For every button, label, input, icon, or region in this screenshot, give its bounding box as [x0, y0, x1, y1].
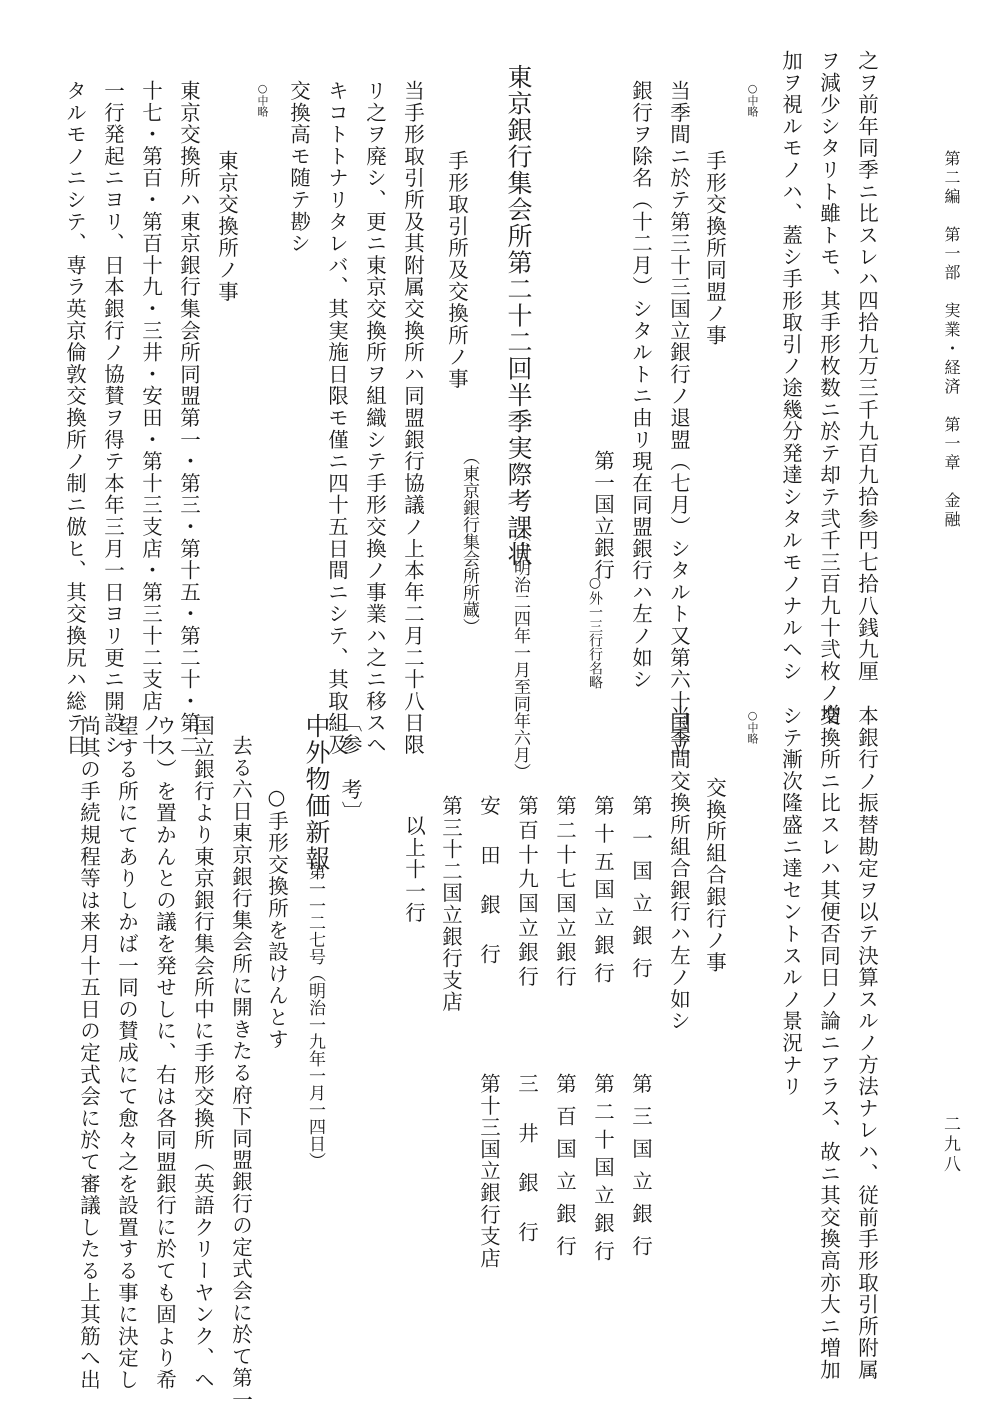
top-paragraph-2-line-1: 当季間ニ於テ第三十三国立銀行ノ退盟（七月）シタルト又第六十国立 [666, 80, 691, 756]
bottom-paragraph-1-line-3: シテ漸次隆盛ニ達セントスルノ景況ナリ [778, 705, 803, 1098]
bottom-paragraph-1-line-2: 交換所ニ比スレハ其便否同日ノ論ニアラス、故ニ其交換高亦大ニ増加 [816, 705, 841, 1381]
member-bank-upper-2: 第十五国立銀行 [590, 795, 615, 991]
top-paragraph-4-line-1: 東京交換所ハ東京銀行集会所同盟第一・第三・第十五・第二十・第二 [176, 80, 201, 756]
top-paragraph-4-line-3: 一行発起ニヨリ、日本銀行ノ協賛ヲ得テ本年三月一日ヨリ更ニ開設シ [100, 80, 125, 756]
member-bank-upper-3: 第二十七国立銀行 [552, 795, 577, 991]
newspaper-issue: 第一一二七号（明治一九年一月一四日） [305, 863, 325, 1169]
document-title: 東京銀行集会所第二十二回半季実際考課状 [504, 64, 533, 568]
section-heading-clearing-league: 手形交換所同盟ノ事 [702, 150, 727, 347]
article-title: ○手形交換所を設けんとす [264, 785, 289, 1051]
top-paragraph-4-line-2: 十七・第百・第百十九・三井・安田・第十三支店・第三十二支店ノ十 [138, 80, 163, 756]
omission-note-2: ○中略 [256, 82, 269, 117]
article-line-3: ウス）を置かんとの議を発せしに、右は各同盟銀行に於ても固より希 [152, 715, 177, 1391]
section-heading-exchange: 手形取引所及交換所ノ事 [444, 150, 469, 390]
article-line-1: 去る六日東京銀行集会所に開きたる府下同盟銀行の定式会に於て第一 [228, 735, 253, 1411]
top-paragraph-1-line-3: 加ヲ視ルモノハ、蓋シ手形取引ノ途幾分発達シタルモノナルヘシ [778, 50, 803, 683]
top-paragraph-1-line-1: 之ヲ前年同季ニ比スレハ四拾九万三千九百九拾参円七拾八銭九厘 [854, 50, 879, 683]
member-bank-lower-3: 第百国立銀行 [552, 1073, 577, 1268]
omitted-banks-note: ○外一三行行名略 [587, 575, 603, 689]
section-heading-tokyo-clearing-house: 東京交換所ノ事 [214, 150, 239, 303]
member-bank-upper-4: 第百十九国立銀行 [514, 795, 539, 991]
top-paragraph-1-line-2: ヲ減少シタリト雖トモ、其手形枚数ニ於テ却テ弐千三百九十弐枚ノ増 [816, 50, 841, 726]
article-line-4: 望する所にてありしかば一同の賛成にて愈々之を設置する事に決定し [114, 715, 139, 1391]
member-bank-upper-6: 第三十二国立銀行支店 [438, 795, 463, 1013]
member-bank-lower-2: 第二十国立銀行 [590, 1073, 615, 1269]
top-paragraph-3-line-4: 交換高モ随テ尠シ [286, 80, 311, 255]
bottom-paragraph-2: 当季間交換所組合銀行ハ左ノ如シ [666, 705, 691, 1032]
member-bank-upper-5: 安田銀行 [476, 795, 501, 993]
member-bank-lower-4: 三井銀行 [514, 1073, 539, 1271]
top-paragraph-3-line-2: リ之ヲ廃シ、更ニ東京交換所ヲ組織シテ手形交換ノ事業ハ之ニ移スヘ [362, 80, 387, 756]
bottom-half [0, 705, 920, 1411]
document-source: （東京銀行集会所所蔵） [459, 448, 479, 635]
document-period: （自明治二四年一月至同年六月） [510, 525, 530, 780]
top-paragraph-2-line-2: 銀行ヲ除名（十二月）シタルトニ由リ現在同盟銀行ハ左ノ如シ [628, 80, 653, 691]
bank-list-start: 第一国立銀行 [590, 450, 615, 581]
article-line-5: 尚其の手続規程等は来月十五日の定式会に於て審議したる上其筋へ出 [76, 715, 101, 1391]
top-paragraph-3-line-3: キコトトナリタレバ、其実施日限モ僅ニ四十五日間ニシテ、其取組及 [324, 80, 349, 756]
section-heading-member-banks: 交換所組合銀行ノ事 [702, 777, 727, 974]
article-line-2: 国立銀行より東京銀行集会所中に手形交換所（英語クリーヤンク、ヘ [190, 715, 215, 1391]
newspaper-title: 中外物価新報 [302, 713, 331, 872]
page-number: 二九八 [940, 1115, 960, 1175]
member-bank-lower-5: 第十三国立銀行支店 [476, 1073, 501, 1270]
top-paragraph-3-line-1: 当手形取引所及其附属交換所ハ同盟銀行協議ノ上本年二月二十八日限 [400, 80, 425, 756]
member-bank-lower-1: 第三国立銀行 [628, 1073, 653, 1268]
top-paragraph-4-line-4: タルモノニシテ、専ラ英京倫敦交換所ノ制ニ倣ヒ、其交換尻ハ総テ日 [62, 80, 87, 756]
member-bank-upper-1: 第一国立銀行 [628, 795, 653, 990]
reference-label: 〔参 考〕 [339, 711, 363, 824]
running-head: 第二編 第一部 実業・経済 第一章 金融 [942, 150, 961, 530]
member-bank-total: 以上十一行 [401, 815, 426, 924]
omission-note: ○中略 [746, 82, 759, 117]
bottom-paragraph-1-line-1: 本銀行ノ振替勘定ヲ以テ決算スルノ方法ナレハ、従前手形取引所附属 [854, 705, 879, 1381]
omission-note-3: ○中略 [746, 709, 759, 744]
